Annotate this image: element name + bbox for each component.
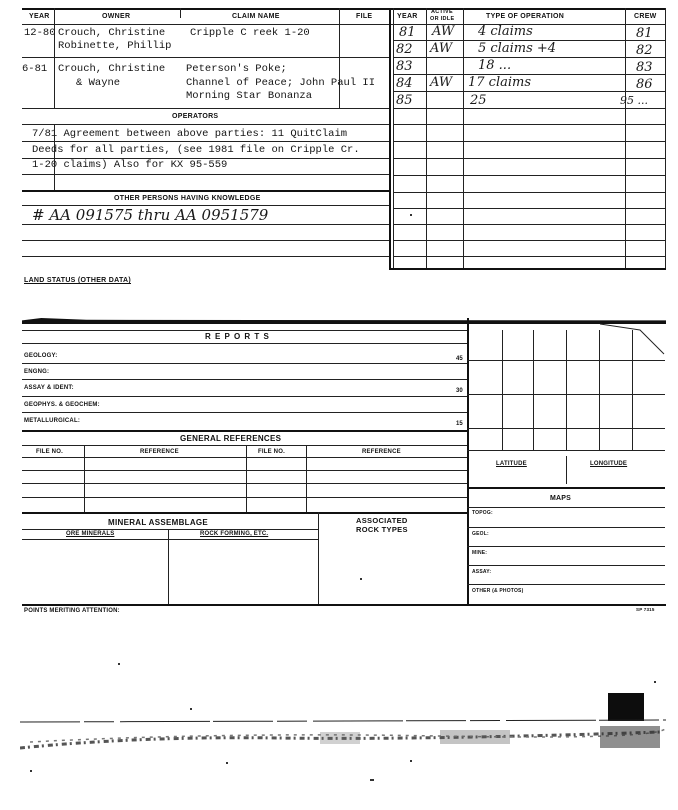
header-crew: CREW: [634, 13, 657, 20]
owner-row-owner: Crouch, Christine: [58, 63, 166, 75]
report-num: 45: [456, 356, 463, 362]
header-year-ops: YEAR: [397, 13, 418, 20]
operation-type: 25: [470, 93, 487, 108]
operation-crew: 81: [636, 26, 653, 41]
header-type-of-operation: TYPE OF OPERATION: [486, 13, 565, 20]
operation-crew: 82: [636, 43, 653, 58]
mineral-assemblage-title: MINERAL ASSEMBLAGE: [108, 518, 209, 527]
land-status-label: LAND STATUS (OTHER DATA): [24, 277, 132, 284]
report-num: 30: [456, 388, 463, 394]
operation-type: 4 claims: [478, 24, 533, 39]
operation-active: AW: [432, 24, 455, 39]
operation-year: 85: [396, 93, 413, 108]
operation-active: AW: [430, 41, 453, 56]
reports-title: R E P O R T S: [205, 332, 270, 341]
header-year: YEAR: [29, 13, 50, 20]
general-references-title: GENERAL REFERENCES: [180, 434, 282, 443]
operation-crew: 95 ...: [620, 94, 648, 107]
map-geol: GEOL:: [472, 531, 489, 537]
operation-year: 81: [399, 25, 416, 40]
owner-row-owner: & Wayne: [76, 77, 121, 89]
ref-col-file: FILE NO.: [36, 449, 63, 455]
operation-type: 18 ...: [478, 58, 512, 73]
form-number: SP 7315: [636, 607, 655, 612]
header-active: ACTIVE: [431, 9, 453, 15]
ore-minerals-label: ORE MINERALS: [66, 531, 115, 537]
map-topog: TOPOG:: [472, 510, 493, 516]
owner-row-year: 12-80: [24, 27, 56, 39]
ref-col-reference-2: REFERENCE: [362, 449, 401, 455]
operators-title: OPERATORS: [172, 113, 219, 120]
report-label-assay: ASSAY & IDENT:: [24, 385, 74, 391]
operation-type: 5 claims +4: [478, 41, 557, 56]
report-label-geophys: GEOPHYS. & GEOCHEM:: [24, 402, 100, 408]
owner-row-claim: Peterson's Poke;: [186, 63, 287, 75]
ref-col-reference: REFERENCE: [140, 449, 179, 455]
header-owner: OWNER: [102, 13, 131, 20]
operation-year: 84: [396, 76, 413, 91]
owner-row-claim: Cripple C reek 1-20: [190, 27, 310, 39]
header-active-idle: OR IDLE: [430, 16, 455, 22]
associated-rock-types-2: ROCK TYPES: [356, 525, 408, 534]
rock-forming-label: ROCK FORMING, ETC.: [200, 531, 269, 537]
owner-row-claim: Channel of Peace; John Paul II: [186, 77, 376, 89]
operators-line: 1-20 claims) Also for KX 95-559: [32, 159, 228, 171]
report-label-engng: ENGNG:: [24, 369, 50, 375]
operation-year: 83: [396, 59, 413, 74]
owner-row-owner: Crouch, Christine: [58, 27, 166, 39]
header-file: FILE: [356, 13, 373, 20]
scan-noise-band: [20, 718, 668, 758]
owner-row-owner: Robinette, Phillip: [58, 40, 172, 52]
maps-title: MAPS: [550, 495, 572, 502]
header-claim-name: CLAIM NAME: [232, 13, 280, 20]
owner-row-claim: Morning Star Bonanza: [186, 90, 313, 102]
operators-line: 7/81 Agreement between above parties: 11 QuitClaim: [32, 128, 348, 140]
points-meriting-attention: POINTS MERITING ATTENTION:: [24, 608, 120, 614]
report-num: 15: [456, 421, 463, 427]
corner-fold-mark: [600, 318, 666, 358]
other-persons-note: # AA 091575 thru AA 0951579: [32, 206, 269, 224]
ref-col-file-2: FILE NO.: [258, 449, 285, 455]
latitude-label: LATITUDE: [496, 461, 527, 467]
longitude-label: LONGITUDE: [590, 461, 628, 467]
operation-crew: 83: [636, 60, 653, 75]
report-label-metallurgical: METALLURGICAL:: [24, 418, 81, 424]
map-other: OTHER (& PHOTOS): [472, 588, 524, 594]
map-assay: ASSAY:: [472, 569, 492, 575]
operation-type: 17 claims: [468, 75, 532, 90]
operation-crew: 86: [636, 77, 653, 92]
owner-row-year: 6-81: [22, 63, 48, 75]
operation-year: 82: [396, 42, 413, 57]
map-mine: MINE:: [472, 550, 488, 556]
operators-line: Deeds for all parties, (see 1981 file on Cripple Cr.: [32, 144, 360, 156]
associated-rock-types: ASSOCIATED: [356, 516, 408, 525]
report-label-geology: GEOLOGY:: [24, 353, 58, 359]
other-persons-title: OTHER PERSONS HAVING KNOWLEDGE: [114, 195, 261, 202]
operation-active: AW: [430, 75, 453, 90]
